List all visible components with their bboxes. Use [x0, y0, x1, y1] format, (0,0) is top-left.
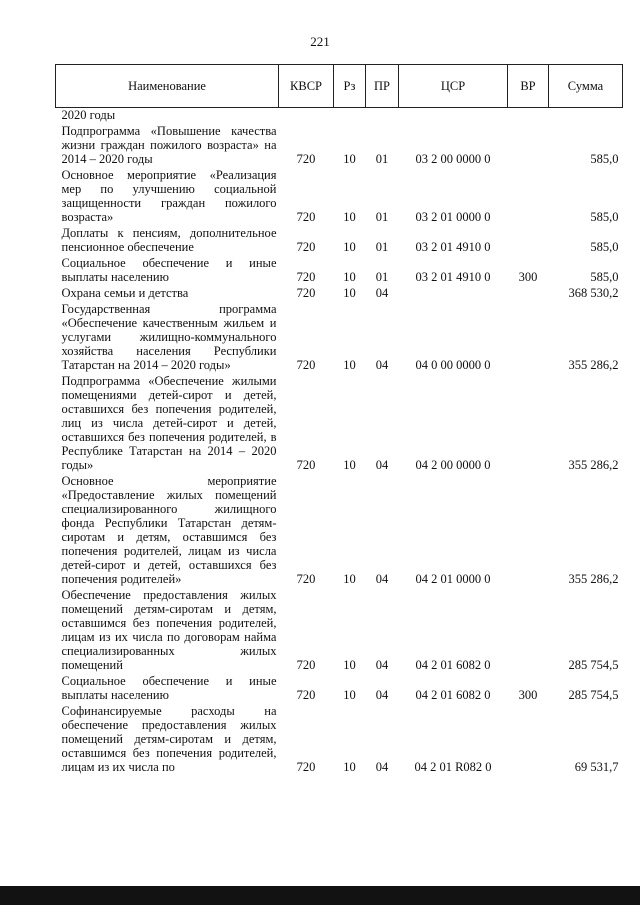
- cell-sum: 368 530,2: [568, 286, 619, 300]
- cell-pr: 04: [375, 658, 389, 672]
- cell-rz: 10: [343, 286, 356, 300]
- cell-vr: 300: [518, 270, 538, 284]
- cell-vr: [508, 474, 549, 588]
- table-row: [56, 302, 623, 374]
- scan-edge-band: [0, 886, 640, 905]
- cell-rz: 10: [343, 270, 356, 284]
- cell-vr: [508, 168, 549, 226]
- cell-pr: 04: [375, 286, 389, 300]
- cell-vr: [508, 704, 549, 776]
- cell-pr: 01: [375, 270, 389, 284]
- cell-csr: 04 2 01 6082 0: [415, 688, 491, 702]
- header-csr: ЦСР: [399, 65, 508, 108]
- cell-vr: [508, 124, 549, 168]
- cell-pr: 01: [375, 210, 389, 224]
- cell-sum: 585,0: [590, 210, 619, 224]
- table-row: [56, 374, 623, 474]
- cell-sum: 355 286,2: [568, 572, 619, 586]
- header-sum: Сумма: [549, 65, 623, 108]
- cell-name: Социальное обеспечение и иные выплаты населению: [61, 256, 277, 284]
- table-row: [56, 704, 623, 776]
- cell-csr: [399, 108, 508, 125]
- cell-sum: 585,0: [590, 152, 619, 166]
- table-row: [56, 674, 623, 704]
- cell-pr: [366, 108, 399, 125]
- cell-kvsr: 720: [296, 760, 316, 774]
- cell-csr: 03 2 00 0000 0: [415, 152, 491, 166]
- cell-sum: 69 531,7: [574, 760, 619, 774]
- cell-rz: 10: [343, 688, 356, 702]
- header-kvsr: КВСР: [279, 65, 334, 108]
- table-row: [56, 124, 623, 168]
- cell-name: Охрана семьи и детства: [61, 286, 189, 300]
- cell-rz: 10: [343, 572, 356, 586]
- table-header-row: [56, 65, 623, 108]
- table-row: [56, 168, 623, 226]
- cell-vr: [508, 302, 549, 374]
- cell-rz: 10: [343, 152, 356, 166]
- cell-kvsr: 720: [296, 658, 316, 672]
- page-number: 221: [310, 34, 330, 49]
- cell-kvsr: [279, 108, 334, 125]
- cell-sum: 285 754,5: [568, 688, 619, 702]
- cell-rz: [334, 108, 366, 125]
- cell-name: 2020 годы: [61, 108, 116, 122]
- header-vr: ВР: [508, 65, 549, 108]
- cell-csr: 04 0 00 0000 0: [415, 358, 491, 372]
- table-row: [56, 226, 623, 256]
- cell-rz: 10: [343, 760, 356, 774]
- cell-rz: 10: [343, 658, 356, 672]
- cell-pr: 01: [375, 152, 389, 166]
- cell-kvsr: 720: [296, 152, 316, 166]
- cell-sum: 585,0: [590, 270, 619, 284]
- cell-pr: 04: [375, 458, 389, 472]
- cell-csr: 04 2 01 6082 0: [415, 658, 491, 672]
- cell-vr: [508, 226, 549, 256]
- cell-name: Подпрограмма «Повышение качества жизни граждан пожилого возраста» на 2014 – 2020 годы: [61, 124, 277, 166]
- table-row: [56, 256, 623, 286]
- cell-sum: 585,0: [590, 240, 619, 254]
- cell-vr: [508, 108, 549, 125]
- table-row: [56, 286, 623, 302]
- header-rz: Рз: [334, 65, 366, 108]
- cell-sum: 355 286,2: [568, 458, 619, 472]
- cell-name: Софинансируемые расходы на обеспечение предоставления жилых помещений детям-сиротам и детям, оставшимся без попечения родителей, лицам из их числа по: [61, 704, 277, 774]
- cell-kvsr: 720: [296, 358, 316, 372]
- table-row: [56, 108, 623, 125]
- cell-rz: 10: [343, 358, 356, 372]
- cell-pr: 04: [375, 760, 389, 774]
- cell-vr: 300: [518, 688, 538, 702]
- cell-name: Социальное обеспечение и иные выплаты населению: [61, 674, 277, 702]
- cell-csr: 03 2 01 4910 0: [415, 240, 491, 254]
- cell-kvsr: 720: [296, 688, 316, 702]
- cell-csr: 04 2 01 R082 0: [414, 760, 492, 774]
- cell-kvsr: 720: [296, 210, 316, 224]
- cell-name: Основное мероприятие «Предоставление жилых помещений специализированного жилищного фонда Республики Татарстан детям-сиротам и детям, оставшимся без попечения родителей, лицам из числа детей-сирот и детей, оставшихся без попечения родителей»: [61, 474, 277, 586]
- table-row: [56, 588, 623, 674]
- header-pr: ПР: [366, 65, 399, 108]
- cell-csr: 03 2 01 0000 0: [415, 210, 491, 224]
- cell-name: Обеспечение предоставления жилых помещений детям-сиротам и детям, оставшимся без попечения родителей, лицам из их числа по договорам найма специализированных жилых помещений: [61, 588, 277, 672]
- cell-name: Основное мероприятие «Реализация мер по улучшению социальной защищенности граждан пожилого возраста»: [61, 168, 277, 224]
- cell-sum: [549, 108, 623, 125]
- cell-kvsr: 720: [296, 286, 316, 300]
- header-name: Наименование: [56, 65, 279, 108]
- cell-kvsr: 720: [296, 572, 316, 586]
- cell-csr: [399, 286, 508, 302]
- cell-rz: 10: [343, 240, 356, 254]
- cell-pr: 04: [375, 688, 389, 702]
- cell-csr: 04 2 00 0000 0: [415, 458, 491, 472]
- cell-vr: [508, 588, 549, 674]
- cell-kvsr: 720: [296, 270, 316, 284]
- table-row: [56, 474, 623, 588]
- cell-pr: 04: [375, 358, 389, 372]
- cell-kvsr: 720: [296, 458, 316, 472]
- cell-rz: 10: [343, 458, 356, 472]
- cell-name: Государственная программа «Обеспечение качественным жильем и услугами жилищно-коммунального хозяйства населения Республики Татарстан на 2014 – 2020 годы»: [61, 302, 277, 372]
- cell-rz: 10: [343, 210, 356, 224]
- cell-sum: 285 754,5: [568, 658, 619, 672]
- cell-name: Доплаты к пенсиям, дополнительное пенсионное обеспечение: [61, 226, 277, 254]
- cell-csr: 03 2 01 4910 0: [415, 270, 491, 284]
- budget-table: [55, 64, 623, 776]
- table-body: [56, 108, 623, 777]
- cell-csr: 04 2 01 0000 0: [415, 572, 491, 586]
- cell-sum: 355 286,2: [568, 358, 619, 372]
- cell-kvsr: 720: [296, 240, 316, 254]
- cell-pr: 04: [375, 572, 389, 586]
- cell-name: Подпрограмма «Обеспечение жилыми помещениями детей-сирот и детей, оставшихся без попечения родителей, лиц из числа детей-сирот и детей, оставшихся без попечения родителей, в Республике Татарстан на 2014 – 2020 годы»: [61, 374, 277, 472]
- cell-vr: [508, 374, 549, 474]
- cell-vr: [508, 286, 549, 302]
- cell-pr: 01: [375, 240, 389, 254]
